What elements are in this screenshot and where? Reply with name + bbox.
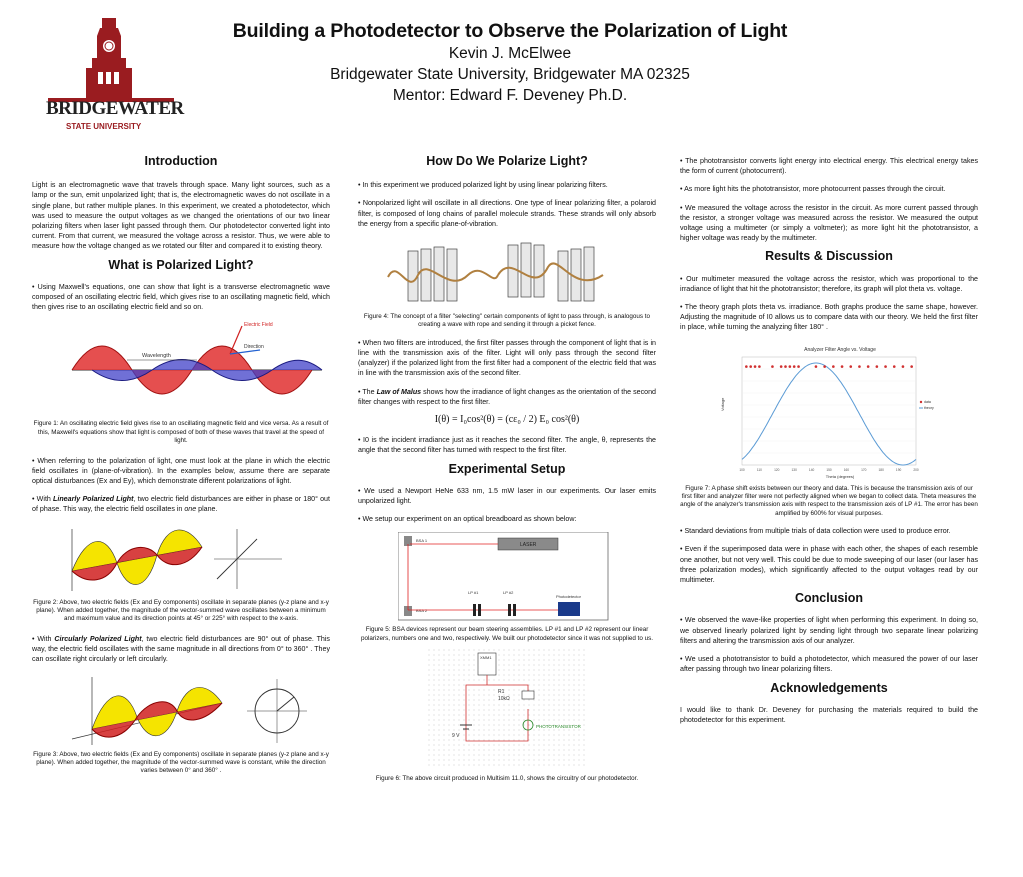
law-of-malus-bullet: • The Law of Malus shows how the irradiance of light changes as the orientation of the second filter changes with respect to the first filter.	[358, 387, 656, 406]
x-tick-label: 150	[826, 467, 832, 472]
data-point	[884, 365, 887, 368]
figure-2-linear-polarization	[32, 523, 330, 597]
laser-label: LASER	[520, 542, 537, 549]
photodetector-label: Photodetector	[556, 594, 581, 600]
chart-xlabel: Theta (degrees)	[825, 473, 855, 479]
data-point	[849, 365, 852, 368]
x-tick-label: 120	[774, 467, 780, 472]
x-tick-label: 130	[791, 467, 797, 472]
data-point	[910, 365, 913, 368]
mentor: Mentor: Edward F. Deveney Ph.D.	[392, 87, 628, 104]
data-point	[745, 365, 748, 368]
data-point	[815, 365, 818, 368]
lp2-label: LP #2	[503, 590, 514, 596]
legend-data: data	[924, 399, 931, 404]
lp1-label: LP #1	[468, 590, 479, 596]
figure-3-caption: Figure 3: Above, two electric fields (Ex and Ey components) oscillate in separate planes (y-z plane and x-y plane). When added together, the magnitude of the vector-summed wave is constant, while the direction varies between 0° and 360° .	[33, 750, 329, 775]
plane-of-vibration-bullet: • When referring to the polarization of light, one must look at the plane in which the electric field oscillates in (plane-of-vibration). In the examples below, assume there are separate optical disturbances (Ex and Ey), which demonstrate different polarizations of light.	[32, 456, 330, 486]
data-point	[823, 365, 826, 368]
data-point	[902, 365, 905, 368]
figure-2-caption: Figure 2: Above, two electric fields (Ex and Ey components) oscillate in separate planes (y-z plane and x-y plane). When added together, the magnitude of the vector-summed wave oscillates between a minimum and maximum value and its direction points at 45° or 225° with respect to the x-axis.	[33, 598, 329, 623]
acknowledgements-text: I would like to thank Dr. Deveney for purchasing the materials required to build the photodetector for this experiment.	[680, 705, 978, 724]
breadboard-bullet: • We setup our experiment on an optical breadboard as shown below:	[358, 515, 577, 524]
phototransistor-bullet: • The phototransistor converts light energy into electrical energy. This electrical energy takes the form of current (photocurrent).	[680, 157, 978, 176]
results-bullet-1: • Our multimeter measured the voltage across the resistor, which was proportional to the irradiance of light that hit the phototransistor; therefore, its graph will plot theta vs. voltage.	[680, 274, 978, 293]
nonpolarized-bullet: • Nonpolarized light will oscillate in all directions. One type of linear polarizing filter, a polaroid filter, is composed of long chains of parallel molecule strands. These strands will only absorb the energy from a specific plane-of-vibration.	[358, 199, 656, 228]
maxwell-bullet: • Using Maxwell's equations, one can show that light is a transverse electromagnetic wave composed of an oscillating electric field, which gives rise to an oscillating magnetic field, which then gives rise to an oscillating electric field and so on.	[32, 282, 330, 312]
electric-field-label: Electric Field	[244, 322, 273, 329]
poster-title: Building a Photodetector to Observe the Polarization of Light	[232, 20, 788, 42]
results-bullet-2: • The theory graph plots theta vs. irradiance. Both graphs produce the same shape, however. Adjusting the magnitude of I0 allows us to compare data with our theory. We held the first filter in place, while turning the analyzing filter 180° .	[680, 303, 978, 332]
data-point	[893, 365, 896, 368]
figure-7-caption: Figure 7: A phase shift exists between our theory and data. This is because the transmission axis of our first filter and analyzer filter were not perfectly aligned when we began to collect data. Theta measures the angle of the analyzer's transmission axis with respect to the transmission axis of LP #1. The error has been amplified by 600% for visual purposes.	[680, 484, 978, 517]
resistor-value: 10kΩ	[498, 696, 510, 703]
figure-4-caption: Figure 4: The concept of a filter "selecting" certain components of light to pass through, is analogous to creating a wave with rope and sending it through a picket fence.	[363, 313, 651, 329]
wavelength-label: Wavelength	[142, 353, 171, 360]
data-point	[758, 365, 761, 368]
malus-equation: I(θ) = I₀cos²(θ) = (cε₀ / 2) E₀ cos²(θ)	[434, 414, 580, 426]
circular-polarization-bullet: • With Circularly Polarized Light, two electric field disturbances are 90° out of phase. This way, the electric field oscillates with the same magnitude in all directions from 0° to 360° . They can oscillate right circularly or left circularly.	[32, 634, 330, 664]
data-point	[876, 365, 879, 368]
figure-5-breadboard	[398, 532, 696, 622]
data-point	[858, 365, 861, 368]
data-point	[797, 365, 800, 368]
column-right	[680, 156, 978, 733]
results-bullet-4: • Even if the superimposed data were in phase with each other, the shapes of each resemble one another, but not very well. This could be due to mode sweeping of our laser (our laser has three polarization modes), which significantly affected to the output voltages read by our multimeter.	[680, 545, 978, 585]
heading-how-polarize: How Do We Polarize Light?	[426, 154, 588, 168]
x-tick-label: 200	[913, 467, 919, 472]
voltage-bullet: • We measured the voltage across the resistor in the circuit. As more current passed through the resistor, a stronger voltage was measured across the resistor. We measured the output voltage using a multimeter (or simply a voltmeter); as more light hit the phototransistor, a higher voltage was ready by the multimeter.	[680, 203, 978, 243]
poster-header	[150, 20, 870, 106]
heading-acknowledgements: Acknowledgements	[770, 680, 888, 695]
legend-data-marker	[920, 400, 922, 402]
author: Kevin J. McElwee	[448, 45, 572, 62]
x-tick-label: 170	[861, 467, 867, 472]
linear-polarization-bullet: • With Linearly Polarized Light, two electric field disturbances are either in phase or 180° out of phase. This way, the electric field oscillates in one plane.	[32, 495, 330, 514]
chart-ylabel: Voltage	[720, 397, 725, 411]
plot-area	[742, 357, 916, 465]
legend-theory: theory	[924, 405, 934, 410]
data-point	[793, 365, 796, 368]
heading-what-is-polarized: What is Polarized Light?	[108, 257, 254, 272]
x-tick-label: 160	[843, 467, 850, 472]
figure-7-chart	[720, 341, 960, 481]
filters-bullet: • In this experiment we produced polarized light by using linear polarizing filters.	[358, 181, 608, 190]
figure-6-caption: Figure 6: The above circuit produced in Multisim 11.0, shows the circuitry of our photodetector.	[375, 775, 639, 783]
data-point	[780, 365, 783, 368]
figure-3-circular-polarization	[32, 673, 330, 749]
laser-bullet: • We used a Newport HeNe 633 nm, 1.5 mW laser in our experiments. Our laser emits unpolarized light.	[358, 486, 656, 506]
heading-conclusion: Conclusion	[794, 591, 864, 606]
conclusion-bullet-2: • We used a phototransistor to build a photodetector, which measured the power of our laser after passing through two linear polarizing filters.	[680, 655, 978, 674]
results-bullet-3: • Standard deviations from multiple trials of data collection were used to produce error.	[680, 527, 951, 536]
intro-text: Light is an electromagnetic wave that travels through space. Many light sources, such as a lamp or the sun, emit unpolarized light; that is, the electromagnetic waves do not oscillate in a single plane, but rather multiple planes. In this experiment, we created a photodetector, which was used to measure the output voltages as we changed the orientations of our two linear polarizing filters when laser light passed through them. Our photodetector converted light into current. From that current, we measured the voltage across a resistor. Thus, we were able to measure how the voltage changed as we rotated our filter and compared it to existing theory.	[32, 181, 330, 251]
data-point	[867, 365, 870, 368]
column-left	[32, 156, 330, 776]
data-point	[771, 365, 774, 368]
two-filters-bullet: • When two filters are introduced, the first filter passes through the component of light that is in line with the transmission axis of the filter. Light will only pass through the second filter (analyzer) if the polarized light from the first filter had a component of the electric field that was in line with the transmission axis of the second filter.	[358, 338, 656, 378]
figure-4-picket-fence	[358, 237, 656, 309]
data-point	[749, 365, 752, 368]
x-tick-label: 190	[895, 467, 902, 472]
conclusion-bullet-1: • We observed the wave-like properties of light when performing this experiment. In doing so, we observed linearly polarized light by sending light through two separate linear polarizing filters and altering the transmission axis of our analyzer.	[680, 616, 978, 645]
incident-irradiance-bullet: • I0 is the incident irradiance just as it reaches the second filter. The angle, θ, represents the angle that the second filter has turned with respect to the first filter.	[358, 436, 656, 455]
x-tick-label: 180	[878, 467, 884, 472]
logo-wordmark: BRIDGEWATER	[46, 98, 184, 119]
x-tick-label: 140	[808, 467, 815, 472]
phototransistor-label: PHOTOTRANSISTOR	[536, 724, 581, 730]
heading-experimental-setup: Experimental Setup	[448, 461, 566, 476]
bsa1-label: BSA 1	[416, 538, 428, 544]
figure-1-caption: Figure 1: An oscillating electric field gives rise to an oscillating magnetic field and vice versa. As a result of this, Maxwell's equations show that light is composed of both of these waves that travel at the speed of light.	[33, 420, 329, 445]
x-tick-label: 100	[739, 467, 745, 472]
affiliation: Bridgewater State University, Bridgewater MA 02325	[330, 66, 690, 83]
data-point	[832, 365, 835, 368]
data-point	[754, 365, 757, 368]
data-point	[841, 365, 844, 368]
resistor-label: R1	[498, 689, 505, 696]
multimeter-label: XMM1	[480, 655, 492, 661]
direction-label: Direction	[244, 344, 264, 351]
battery-label: 9 V	[452, 733, 460, 740]
data-point	[789, 365, 792, 368]
heading-results: Results & Discussion	[765, 249, 893, 264]
logo-subtitle: STATE UNIVERSITY	[66, 122, 142, 131]
figure-5-caption: Figure 5: BSA devices represent our beam steering assemblies. LP #1 and LP #2 represent our linear polarizers, numbers one and two, respectively. We built our photodetector since it was not supplied to us.	[360, 626, 654, 642]
bsa2-label: BSA 2	[416, 608, 428, 614]
photocurrent-bullet: • As more light hits the phototransistor, more photocurrent passes through the circuit.	[680, 185, 946, 194]
figure-1-em-wave	[32, 318, 330, 418]
heading-introduction: Introduction	[144, 154, 218, 168]
chart-title: Analyzer Filter Angle vs. Voltage	[804, 346, 876, 353]
x-tick-label: 110	[756, 467, 762, 472]
data-point	[784, 365, 787, 368]
column-middle	[358, 156, 656, 784]
